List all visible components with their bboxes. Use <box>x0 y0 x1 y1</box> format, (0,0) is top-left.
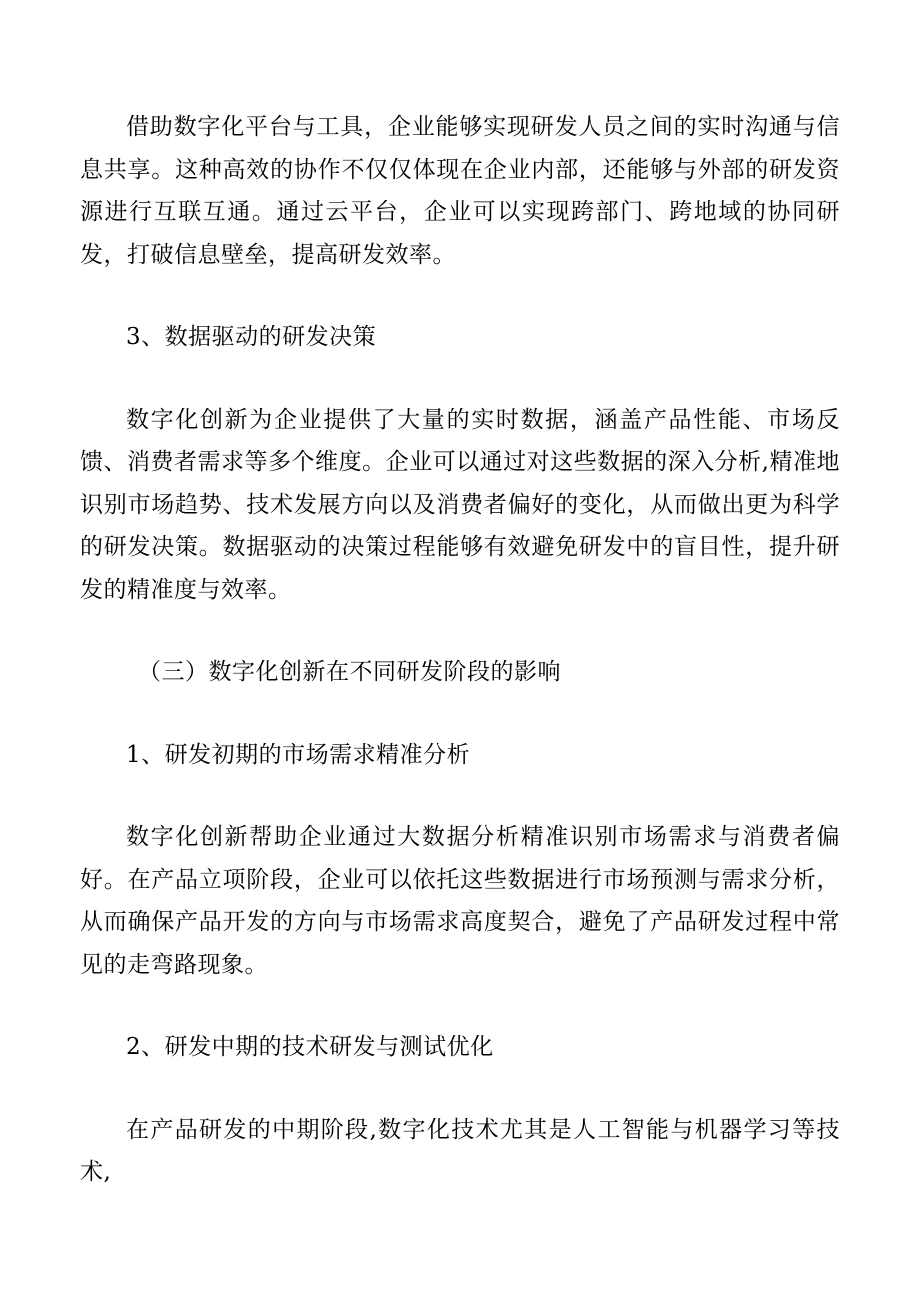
section-heading-rd-stages: （三）数字化创新在不同研发阶段的影响 <box>138 659 561 685</box>
paragraph-mid-stage-testing: 在产品研发的中期阶段,数字化技术尤其是人工智能与机器学习等技术, <box>80 1116 840 1185</box>
heading-mid-stage-testing: 2、研发中期的技术研发与测试优化 <box>126 1034 494 1060</box>
paragraph-data-driven-decisions: 数字化创新为企业提供了大量的实时数据，涵盖产品性能、市场反馈、消费者需求等多个维度。企业可以通过对这些数据的深入分析,精准地识别市场趋势、技术发展方向以及消费者偏好的变化，从而做出更为科学的研发决策。数据驱动的决策过程能够有效避免研发中的盲目性，提升研发的精准度与效率。 <box>80 406 840 603</box>
document-body <box>80 106 840 1194</box>
paragraph-digital-collaboration: 借助数字化平台与工具，企业能够实现研发人员之间的实时沟通与信息共享。这种高效的协作不仅仅体现在企业内部，还能够与外部的研发资源进行互联互通。通过云平台，企业可以实现跨部门、跨地域的协同研发，打破信息壁垒，提高研发效率。 <box>80 114 840 268</box>
paragraph-early-stage-analysis: 数字化创新帮助企业通过大数据分析精准识别市场需求与消费者偏好。在产品立项阶段，企业可以依托这些数据进行市场预测与需求分析，从而确保产品开发的方向与市场需求高度契合，避免了产品研发过程中常见的走弯路现象。 <box>80 824 840 978</box>
heading-data-driven-decisions: 3、数据驱动的研发决策 <box>126 324 377 350</box>
heading-early-stage-analysis: 1、研发初期的市场需求精准分析 <box>126 741 471 768</box>
